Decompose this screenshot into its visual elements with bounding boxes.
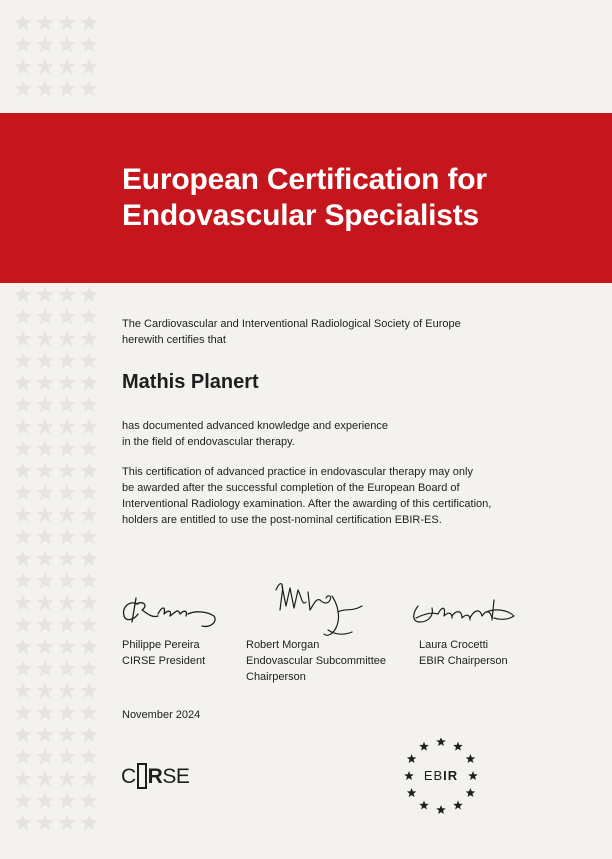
signature-icon: [268, 576, 372, 644]
signatory-ebir-chair: [419, 637, 508, 669]
star-icon: [58, 748, 75, 764]
star-icon: [80, 308, 97, 324]
star-icon: [14, 748, 31, 764]
signatory-president: [122, 637, 205, 669]
star-icon: [58, 770, 75, 786]
signatory-subcommittee-chair: [246, 637, 386, 685]
star-icon: [14, 14, 31, 30]
text-line: The Cardiovascular and Interventional Radiological Society of Europe: [122, 318, 461, 330]
star-icon: [36, 418, 53, 434]
star-icon: [14, 484, 31, 500]
signatory-role: Chairperson: [246, 671, 306, 683]
star-icon: [80, 58, 97, 74]
star-icon: [58, 550, 75, 566]
logo-text: R: [147, 765, 163, 788]
star-icon: [58, 638, 75, 654]
star-icon: [14, 58, 31, 74]
star-icon: [80, 36, 97, 52]
logo-text: C: [121, 765, 136, 788]
cirse-logo: [121, 762, 189, 792]
star-icon: [14, 330, 31, 346]
signature-icon: [408, 596, 520, 630]
star-icon: [80, 462, 97, 478]
star-icon: [58, 286, 75, 302]
text-line: holders are entitled to use the post-nominal certification EBIR-ES.: [122, 514, 442, 526]
star-icon: [80, 418, 97, 434]
logo-text: SE: [162, 765, 190, 788]
star-icon: [466, 788, 476, 797]
star-icon: [58, 308, 75, 324]
text-line: be awarded after the successful completion of the European Board of: [122, 482, 460, 494]
star-icon: [80, 374, 97, 390]
star-icon: [58, 506, 75, 522]
star-icon: [14, 36, 31, 52]
star-icon: [14, 638, 31, 654]
star-icon: [14, 704, 31, 720]
star-icon: [407, 788, 417, 797]
star-icon: [14, 308, 31, 324]
star-icon: [36, 682, 53, 698]
star-icon: [80, 660, 97, 676]
signatory-role: EBIR Chairperson: [419, 655, 508, 667]
star-icon: [80, 506, 97, 522]
star-icon: [80, 638, 97, 654]
certification-details: [122, 464, 491, 528]
star-icon: [58, 396, 75, 412]
star-icon: [80, 528, 97, 544]
star-icon: [14, 594, 31, 610]
star-icon: [36, 550, 53, 566]
star-icon: [466, 754, 476, 763]
star-icon: [80, 440, 97, 456]
star-icon: [36, 814, 53, 830]
star-icon: [58, 726, 75, 742]
star-icon: [80, 352, 97, 368]
text-line: herewith certifies that: [122, 334, 226, 346]
star-icon: [58, 374, 75, 390]
logo-text: IR: [443, 768, 459, 783]
star-icon: [80, 396, 97, 412]
star-icon: [14, 572, 31, 588]
title-line: Endovascular Specialists: [122, 199, 480, 232]
star-icon: [14, 286, 31, 302]
star-icon: [58, 616, 75, 632]
ebir-wordmark: [399, 768, 483, 783]
text-line: in the field of endovascular therapy.: [122, 436, 295, 448]
star-icon: [36, 726, 53, 742]
star-icon: [80, 14, 97, 30]
star-icon: [36, 594, 53, 610]
ebir-logo: [399, 738, 483, 816]
star-icon: [36, 14, 53, 30]
issuer-statement: [122, 316, 461, 348]
star-icon: [58, 814, 75, 830]
star-icon: [36, 286, 53, 302]
star-icon: [14, 506, 31, 522]
star-icon: [80, 550, 97, 566]
star-icon: [80, 80, 97, 96]
logo-box-icon: [137, 763, 147, 789]
star-icon: [14, 352, 31, 368]
star-icon: [80, 682, 97, 698]
star-icon: [36, 484, 53, 500]
text-line: has documented advanced knowledge and experience: [122, 420, 389, 432]
star-icon: [58, 330, 75, 346]
star-icon: [36, 616, 53, 632]
star-icon: [80, 748, 97, 764]
star-icon: [80, 594, 97, 610]
star-icon: [14, 418, 31, 434]
star-pattern-icon: [14, 286, 114, 846]
star-icon: [58, 660, 75, 676]
star-icon: [14, 792, 31, 808]
star-icon: [58, 14, 75, 30]
star-icon: [14, 660, 31, 676]
star-icon: [58, 704, 75, 720]
star-icon: [36, 440, 53, 456]
star-icon: [453, 800, 463, 809]
star-icon: [80, 330, 97, 346]
recipient-name: Mathis Planert: [122, 371, 259, 393]
star-icon: [36, 506, 53, 522]
star-icon: [453, 742, 463, 751]
star-icon: [36, 660, 53, 676]
star-icon: [14, 550, 31, 566]
star-icon: [36, 792, 53, 808]
star-icon: [14, 682, 31, 698]
star-icon: [80, 616, 97, 632]
star-icon: [36, 374, 53, 390]
star-icon: [36, 770, 53, 786]
star-icon: [58, 440, 75, 456]
star-icon: [58, 572, 75, 588]
star-icon: [36, 330, 53, 346]
star-icon: [14, 814, 31, 830]
star-icon: [14, 528, 31, 544]
signatory-role: CIRSE President: [122, 655, 206, 667]
star-icon: [14, 396, 31, 412]
star-icon: [36, 80, 53, 96]
star-icon: [14, 440, 31, 456]
star-icon: [36, 396, 53, 412]
star-icon: [436, 805, 446, 814]
text-line: Interventional Radiology examination. After the awarding of this certification,: [122, 498, 492, 510]
star-icon: [36, 308, 53, 324]
star-icon: [58, 484, 75, 500]
star-icon: [80, 704, 97, 720]
star-icon: [14, 726, 31, 742]
star-icon: [36, 638, 53, 654]
star-icon: [436, 738, 446, 746]
star-icon: [80, 484, 97, 500]
star-icon: [36, 58, 53, 74]
star-icon: [58, 80, 75, 96]
star-icon: [36, 462, 53, 478]
star-icon: [58, 58, 75, 74]
star-icon: [80, 770, 97, 786]
star-icon: [36, 572, 53, 588]
star-pattern-icon: [14, 14, 114, 110]
signatory-role: Endovascular Subcommittee: [246, 655, 387, 667]
star-icon: [58, 418, 75, 434]
star-icon: [58, 528, 75, 544]
star-icon: [14, 80, 31, 96]
star-icon: [36, 352, 53, 368]
star-icon: [80, 814, 97, 830]
achievement-statement: [122, 418, 388, 450]
star-icon: [58, 36, 75, 52]
star-icon: [36, 748, 53, 764]
signature-icon: [118, 592, 230, 632]
certificate-title: [122, 162, 582, 234]
star-icon: [80, 572, 97, 588]
star-icon: [58, 682, 75, 698]
star-icon: [80, 286, 97, 302]
issue-date: November 2024: [122, 709, 201, 721]
signatory-name: Laura Crocetti: [419, 639, 489, 651]
star-icon: [407, 754, 417, 763]
star-icon: [58, 594, 75, 610]
star-icon: [58, 792, 75, 808]
star-icon: [419, 742, 429, 751]
signatory-name: Robert Morgan: [246, 639, 320, 651]
star-icon: [58, 462, 75, 478]
star-icon: [14, 374, 31, 390]
star-icon: [14, 770, 31, 786]
title-line: European Certification for: [122, 163, 487, 196]
signatory-name: Philippe Pereira: [122, 639, 200, 651]
star-icon: [14, 616, 31, 632]
star-icon: [80, 792, 97, 808]
star-icon: [14, 462, 31, 478]
logo-text: EB: [423, 768, 444, 783]
star-icon: [58, 352, 75, 368]
text-line: This certification of advanced practice in endovascular therapy may only: [122, 466, 473, 478]
star-icon: [36, 528, 53, 544]
star-icon: [419, 800, 429, 809]
star-icon: [80, 726, 97, 742]
star-icon: [36, 36, 53, 52]
star-icon: [36, 704, 53, 720]
